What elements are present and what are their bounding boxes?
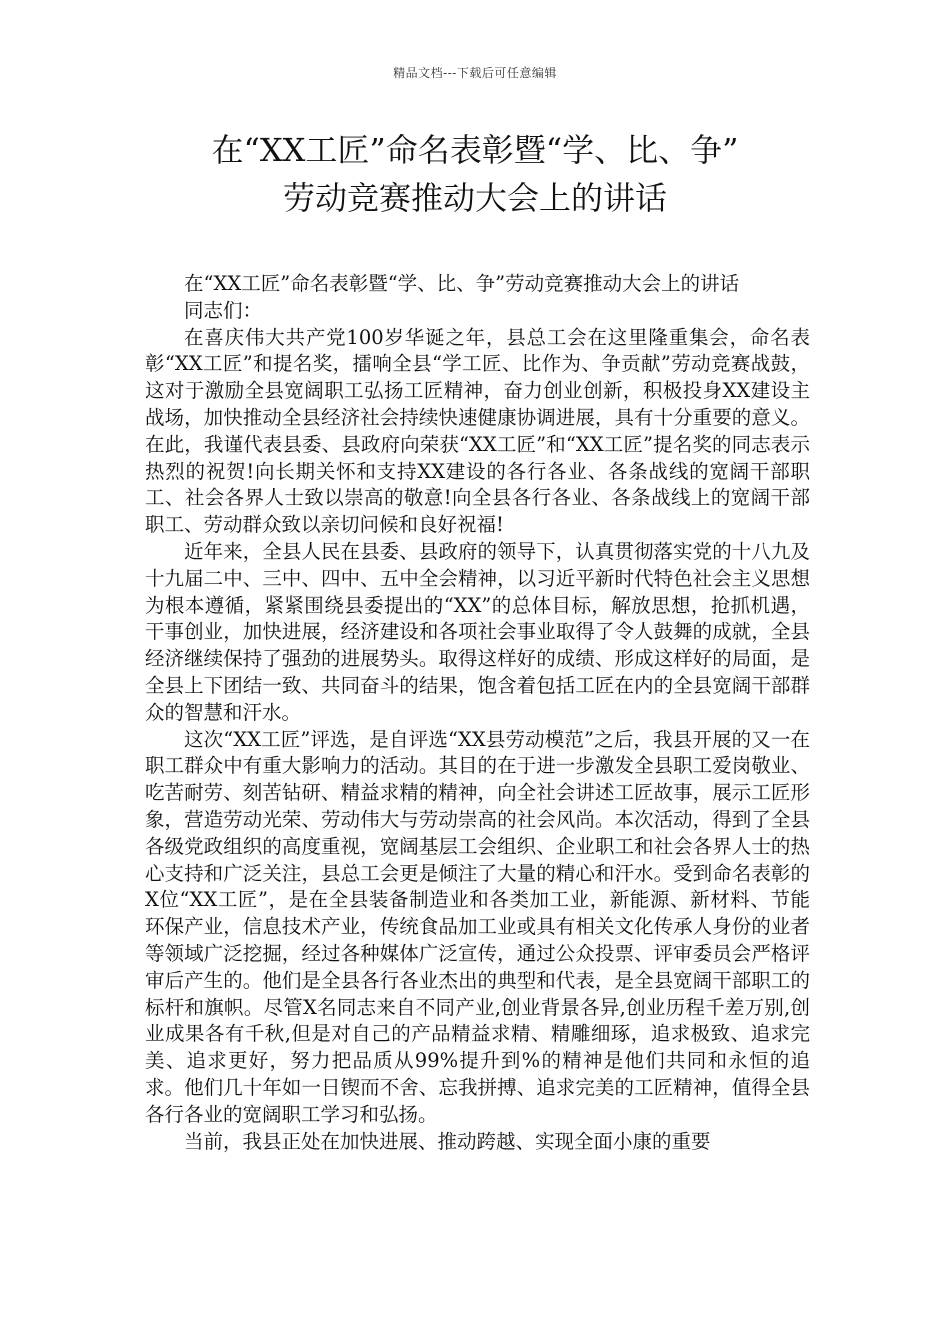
document-title [120, 126, 830, 222]
title-line-2: 劳动竞赛推动大会上的讲话 [282, 179, 667, 217]
page-header: 精品文档---下载后可任意编辑 [393, 66, 557, 80]
title-line-1: 在“XX工匠”命名表彰暨“学、比、争” [211, 131, 739, 169]
paragraph-subtitle: 在“XX工匠”命名表彰暨“学、比、争”劳动竞赛推动大会上的讲话 [184, 272, 740, 295]
paragraph: 当前，我县正处在加快进展、推动跨越、实现全面小康的重要 [184, 1129, 711, 1153]
paragraph-salutation: 同志们： [184, 298, 263, 322]
document-body [145, 271, 810, 1155]
paragraph: 在喜庆伟大共产党100岁华诞之年，县总工会在这里隆重集会，命名表彰“XX工匠”和提名奖，擂响全县“学工匠、比作为、争贡献”劳动竞赛战鼓，这对于激励全县宽阔职工弘扬工匠精神，奋力创业创新，积极投身XX建设主战场，加快推动全县经济社会持续快速健康协调进展，具有十分重要的意义。在此，我谨代表县委、县政府向荣获“XX工匠”和“XX工匠”提名奖的同志表示热烈的祝贺!向长期关怀和支持XX建设的各行各业、各条战线的宽阔干部职工、社会各界人士致以崇高的敬意!向全县各行各业、各条战线上的宽阔干部职工、劳动群众致以亲切问候和良好祝福! [145, 325, 810, 537]
paragraph: 近年来，全县人民在县委、县政府的领导下，认真贯彻落实党的十八九及十九届二中、三中、四中、五中全会精神，以习近平新时代特色社会主义思想为根本遵循，紧紧围绕县委提出的“XX”的总体目标，解放思想，抢抓机遇，干事创业，加快进展，经济建设和各项社会事业取得了令人鼓舞的成就，全县经济继续保持了强劲的进展势头。取得这样好的成绩、形成这样好的局面，是全县上下团结一致、共同奋斗的结果，饱含着包括工匠在内的全县宽阔干部群众的智慧和汗水。 [145, 539, 810, 724]
paragraph: 这次“XX工匠”评选，是自评选“XX县劳动模范”之后，我县开展的又一在职工群众中有重大影响力的活动。其目的在于进一步激发全县职工爱岗敬业、吃苦耐劳、刻苦钻研、精益求精的精神，向全社会讲述工匠故事，展示工匠形象，营造劳动光荣、劳动伟大与劳动崇高的社会风尚。本次活动，得到了全县各级党政组织的高度重视，宽阔基层工会组织、企业职工和社会各界人士的热心支持和广泛关注，县总工会更是倾注了大量的精心和汗水。受到命名表彰的X位“XX工匠”，是在全县装备制造业和各类加工业，新能源、新材料、节能环保产业，信息技术产业，传统食品加工业或具有相关文化传承人身份的业者等领域广泛挖掘，经过各种媒体广泛宣传，通过公众投票、评审委员会严格评审后产生的。他们是全县各行各业杰出的典型和代表，是全县宽阔干部职工的标杆和旗帜。尽管X名同志来自不同产业,创业背景各异,创业历程千差万别,创业成果各有千秋,但是对自己的产品精益求精、精雕细琢，追求极致、追求完美、追求更好，努力把品质从99%提升到%的精神是他们共同和永恒的追求。他们几十年如一日锲而不舍、忘我拼搏、追求完美的工匠精神，值得全县各行各业的宽阔职工学习和弘扬。 [145, 727, 810, 1126]
